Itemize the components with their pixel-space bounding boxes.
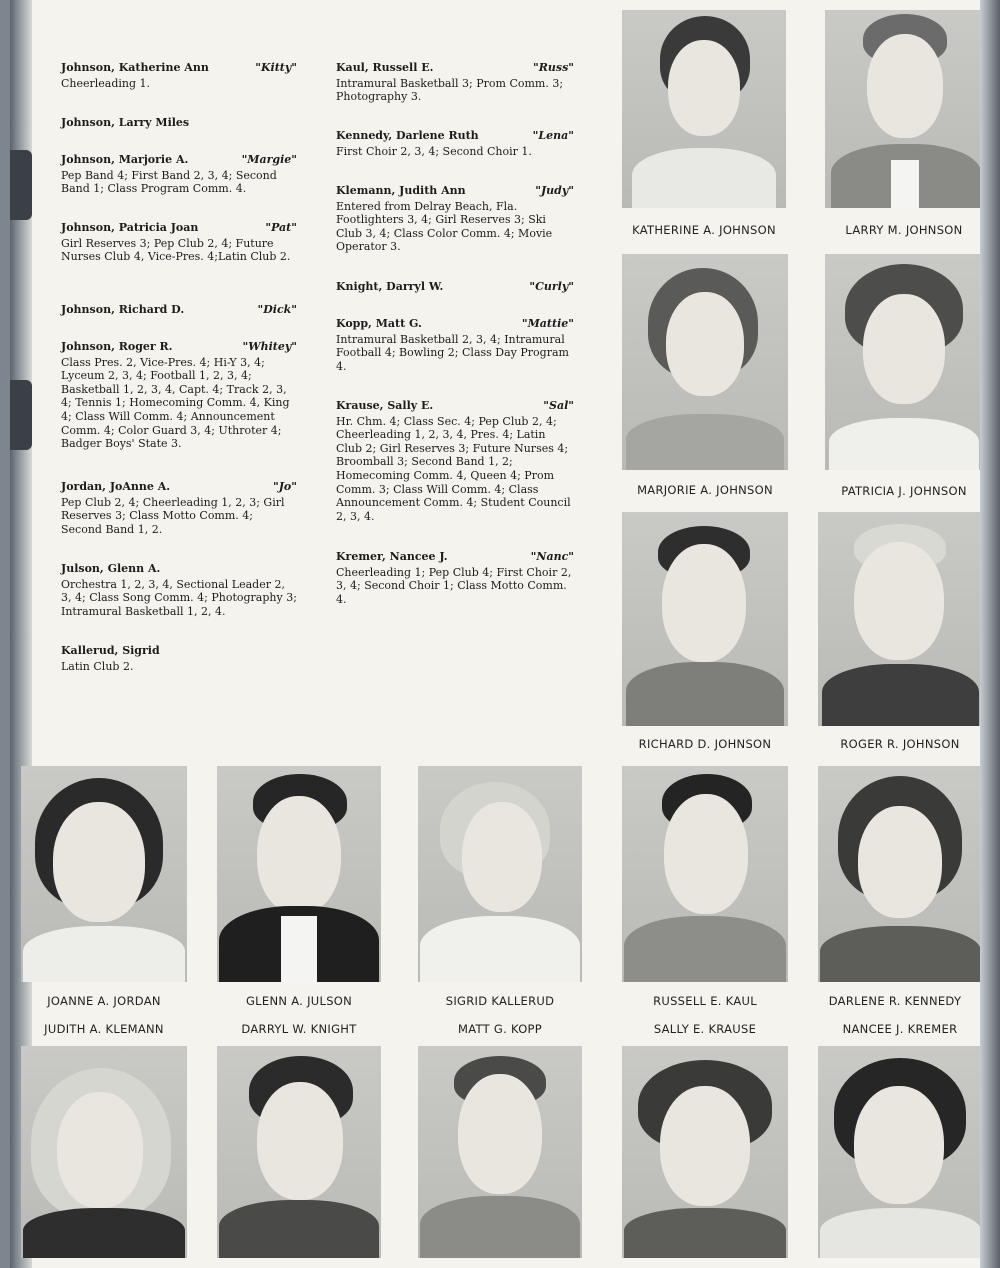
- portrait-sigrid-kallerud: [418, 766, 582, 982]
- bio-sally-krause: [336, 399, 574, 523]
- bio-sigrid-kallerud: [61, 644, 297, 673]
- bio-roger-johnson: [61, 340, 297, 451]
- portrait-roger-johnson: [818, 512, 983, 726]
- bio-name: Julson, Glenn A.: [61, 562, 161, 575]
- bio-nickname: "Nanc": [530, 550, 574, 563]
- bio-name: Johnson, Roger R.: [61, 340, 173, 353]
- bio-darryl-knight: [336, 280, 574, 296]
- caption-joanne-jordan: JOANNE A. JORDAN: [47, 994, 161, 1008]
- bio-name: Johnson, Larry Miles: [61, 116, 190, 129]
- bio-name: Kremer, Nancee J.: [336, 550, 448, 563]
- portrait-katherine-johnson: [622, 10, 786, 208]
- caption-roger-johnson: ROGER R. JOHNSON: [840, 737, 960, 751]
- bio-activities: Intramural Basketball 2, 3, 4; Intramural Football 4; Bowling 2; Class Day Program 4.: [336, 332, 569, 373]
- bio-nickname: "Mattie": [521, 317, 574, 330]
- bio-nickname: "Sal": [543, 399, 574, 412]
- bio-marjorie-johnson: [61, 153, 297, 196]
- caption-patricia-johnson: PATRICIA J. JOHNSON: [841, 484, 967, 498]
- portrait-nancee-kremer: [818, 1046, 983, 1258]
- bio-name: Kallerud, Sigrid: [61, 644, 160, 657]
- caption-nancee-kremer: NANCEE J. KREMER: [842, 1022, 958, 1036]
- bio-glenn-julson: [61, 562, 297, 618]
- bio-nancee-kremer: [336, 550, 574, 606]
- caption-glenn-julson: GLENN A. JULSON: [245, 994, 353, 1008]
- bio-name: Johnson, Marjorie A.: [61, 153, 189, 166]
- bio-nickname: "Dick": [257, 303, 297, 316]
- bio-darlene-kennedy: [336, 129, 574, 158]
- bio-activities: First Choir 2, 3, 4; Second Choir 1.: [336, 144, 532, 158]
- bio-joanne-jordan: [61, 480, 297, 536]
- binding-tab: [10, 150, 32, 220]
- bio-activities: Intramural Basketball 3; Prom Comm. 3; Photography 3.: [336, 76, 564, 104]
- bio-nickname: "Curly": [529, 280, 574, 293]
- caption-russell-kaul: RUSSELL E. KAUL: [653, 994, 757, 1008]
- caption-matt-kopp: MATT G. KOPP: [457, 1022, 543, 1036]
- caption-marjorie-johnson: MARJORIE A. JOHNSON: [637, 483, 773, 497]
- bio-name: Kopp, Matt G.: [336, 317, 422, 330]
- portrait-patricia-johnson: [825, 254, 983, 470]
- bio-activities: Hr. Chm. 4; Class Sec. 4; Pep Club 2, 4; Cheerleading 1, 2, 3, 4, Pres. 4; Latin Club 2; Girl Reserves 3; Future Nurses 4; Broomball 3; Second Band 1, 2; Homecoming Comm. 4, Queen 4; Prom Comm. 3; Class Will Comm. 4; Class Announcement Comm. 4; Student Council 2, 3, 4.: [336, 414, 571, 523]
- caption-darlene-kennedy: DARLENE R. KENNEDY: [828, 994, 962, 1008]
- portrait-matt-kopp: [418, 1046, 582, 1258]
- bio-patricia-johnson: [61, 221, 297, 264]
- bio-activities: Cheerleading 1; Pep Club 4; First Choir 2, 3, 4; Second Choir 1; Class Motto Comm. 4.: [336, 565, 572, 606]
- bio-nickname: "Whitey": [242, 340, 297, 353]
- bio-activities: Orchestra 1, 2, 3, 4, Sectional Leader 2, 3, 4; Class Song Comm. 4; Photography 3; Intramural Basketball 1, 2, 4.: [61, 577, 297, 618]
- portrait-marjorie-johnson: [622, 254, 788, 470]
- portrait-joanne-jordan: [21, 766, 187, 982]
- scan-edge: [980, 0, 1000, 1268]
- caption-sigrid-kallerud: SIGRID KALLERUD: [445, 994, 555, 1008]
- bio-larry-johnson: [61, 116, 297, 132]
- bio-name: Klemann, Judith Ann: [336, 184, 466, 197]
- portrait-larry-johnson: [825, 10, 983, 208]
- bio-matt-kopp: [336, 317, 574, 373]
- bio-russell-kaul: [336, 61, 574, 104]
- bio-name: Kennedy, Darlene Ruth: [336, 129, 479, 142]
- bio-nickname: "Lena": [532, 129, 574, 142]
- portrait-judith-klemann: [21, 1046, 187, 1258]
- bio-activities: Pep Band 4; First Band 2, 3, 4; Second Band 1; Class Program Comm. 4.: [61, 168, 277, 196]
- bio-nickname: "Pat": [265, 221, 297, 234]
- bio-nickname: "Margie": [241, 153, 297, 166]
- caption-katherine-johnson: KATHERINE A. JOHNSON: [632, 223, 776, 237]
- bio-activities: Girl Reserves 3; Pep Club 2, 4; Future Nurses Club 4, Vice-Pres. 4;Latin Club 2.: [61, 236, 291, 264]
- bio-nickname: "Judy": [535, 184, 574, 197]
- bio-activities: Pep Club 2, 4; Cheerleading 1, 2, 3; Girl Reserves 3; Class Motto Comm. 4; Second Band 1, 2.: [61, 495, 285, 536]
- bio-name: Johnson, Patricia Joan: [61, 221, 199, 234]
- caption-larry-johnson: LARRY M. JOHNSON: [845, 223, 963, 237]
- caption-richard-johnson: RICHARD D. JOHNSON: [638, 737, 772, 751]
- caption-darryl-knight: DARRYL W. KNIGHT: [241, 1022, 357, 1036]
- bio-name: Krause, Sally E.: [336, 399, 434, 412]
- bio-activities: Entered from Delray Beach, Fla. Footlighters 3, 4; Girl Reserves 3; Ski Club 3, 4; Class Color Comm. 4; Movie Operator 3.: [336, 199, 553, 254]
- binding-tab: [10, 380, 32, 450]
- bio-name: Jordan, JoAnne A.: [61, 480, 171, 493]
- bio-katherine-johnson: [61, 61, 297, 90]
- portrait-richard-johnson: [622, 512, 788, 726]
- portrait-russell-kaul: [622, 766, 788, 982]
- bio-activities: Latin Club 2.: [61, 659, 134, 673]
- portrait-sally-krause: [622, 1046, 788, 1258]
- bio-name: Knight, Darryl W.: [336, 280, 444, 293]
- bio-activities: Class Pres. 2, Vice-Pres. 4; Hi-Y 3, 4; Lyceum 2, 3, 4; Football 1, 2, 3, 4; Basketball 1, 2, 3, 4, Capt. 4; Track 2, 3, 4; Tennis 1; Homecoming Comm. 4, King 4; Class Will Comm. 4; Announcement Comm. 4; Color Guard 3, 4; Uthroter 4; Badger Boys' State 3.: [61, 355, 290, 451]
- portrait-darryl-knight: [217, 1046, 381, 1258]
- portrait-darlene-kennedy: [818, 766, 983, 982]
- bio-nickname: "Russ": [533, 61, 574, 74]
- yearbook-page: [10, 0, 992, 1268]
- bio-name: Johnson, Katherine Ann: [61, 61, 209, 74]
- bio-name: Kaul, Russell E.: [336, 61, 434, 74]
- caption-judith-klemann: JUDITH A. KLEMANN: [44, 1022, 164, 1036]
- bio-nickname: "Jo": [272, 480, 297, 493]
- bio-name: Johnson, Richard D.: [61, 303, 185, 316]
- portrait-glenn-julson: [217, 766, 381, 982]
- caption-sally-krause: SALLY E. KRAUSE: [653, 1022, 757, 1036]
- bio-nickname: "Kitty": [255, 61, 297, 74]
- bio-richard-johnson: [61, 303, 297, 319]
- bio-judith-klemann: [336, 184, 574, 254]
- bio-activities: Cheerleading 1.: [61, 76, 151, 90]
